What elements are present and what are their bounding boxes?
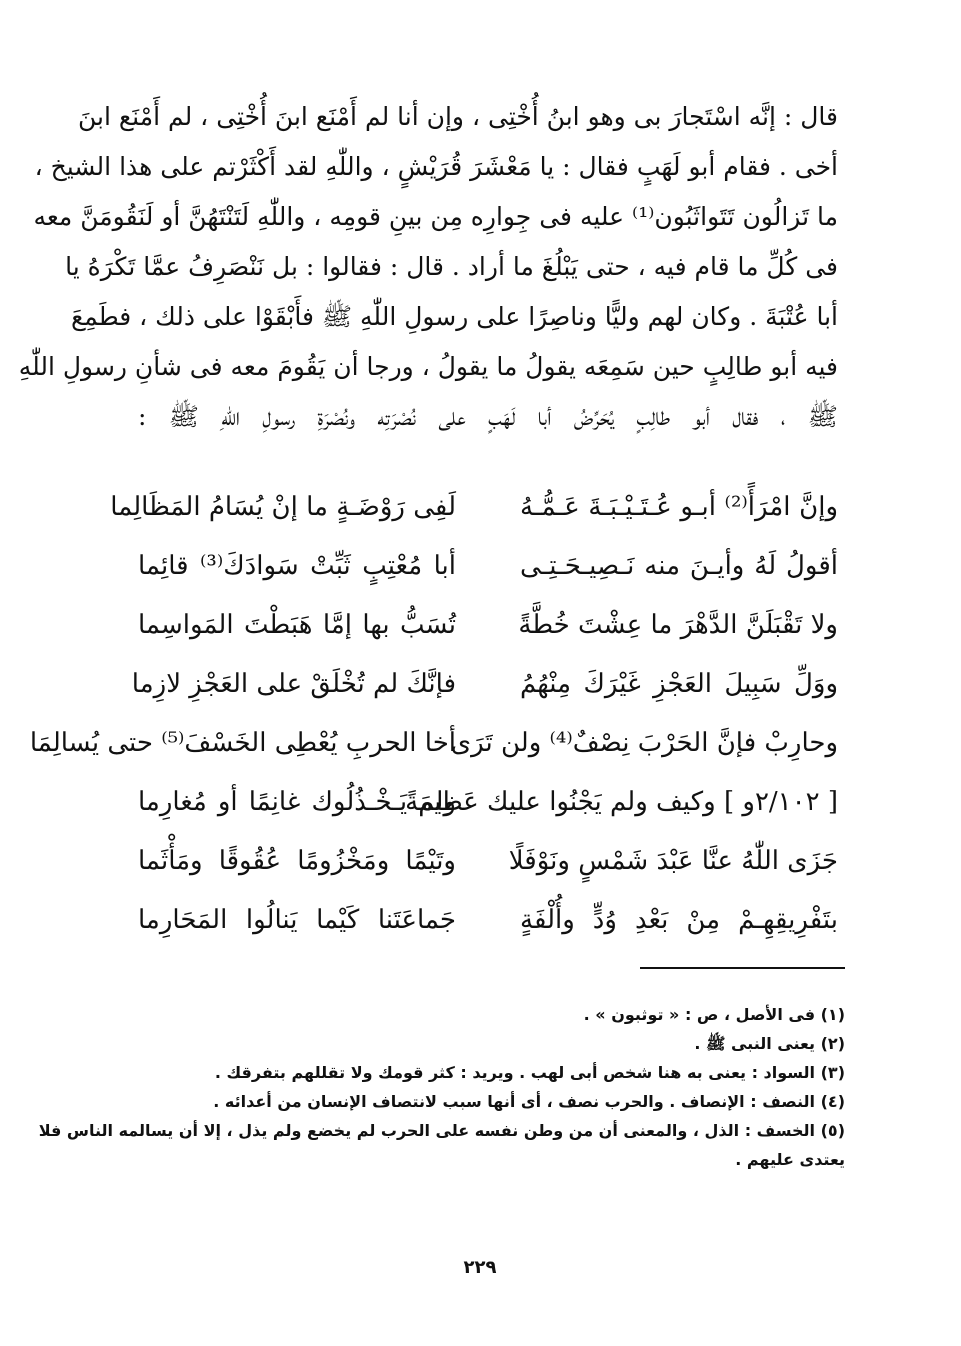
poem-verse	[138, 596, 838, 655]
poem	[29, 478, 838, 950]
verse-second-hemistich: فإنَّكَ لم تُخْلَقْ على العَجْزِ لازِما	[131, 669, 456, 699]
prose-line: أبا عُتْبَةَ . وكان لهم وليًّا وناصِرًا على رسولِ اللّٰهِ ﷺ فأَبْقَوْا على ذلك ، فطَمِعَ	[70, 302, 838, 331]
prose-line: ما تَزالُون تَتَواثَبُون⁽¹⁾ عليه فى جِوارِه مِن بينِ قومِه ، واللّٰهِ لَتَنْتَهُنَّ أو لَنَقُومَنَّ معه	[33, 202, 838, 231]
verse-first-hemistich: ولا تَقْبَلَنَّ الدَّهْرَ ما عِشْتَ خُطَّةً	[518, 610, 838, 640]
verse-first-hemistich: [ ٢/١٠٢و ] وكيف ولم يَجْنُوا عليك عَظِيمَةً	[405, 787, 838, 817]
footnote: (١) فى الأصل ، ص : « توثبون » .	[583, 1005, 845, 1024]
verse-second-hemistich: أخا الحربِ يُعْطِى الخَسْفَ⁽⁵⁾ حتى يُسالِمَا	[29, 728, 456, 758]
prose-line: أخى . فقام أبو لَهَبٍ فقال : يا مَعْشَرَ قُرَيْشٍ ، واللّٰهِ لقد أَكْثَرْتم على هذا الشيخ ،	[34, 152, 838, 181]
poem-verse	[131, 655, 838, 714]
footnote: (٣) السواد : يعنى به هنا شخص أبى لهب . ويريد : كثر قومك ولا تقللهم بتفرقك .	[214, 1063, 845, 1082]
verse-first-hemistich: بتَفْرِيقِهِـمْ مِنْ بَعْدِ وُدٍّ وأُلْفَةٍ	[520, 905, 838, 935]
prose-line: قال : إنَّه اسْتَجارَ بى وهو ابنُ أُخْتِى ، وإن أنا لم أَمْنَع ابنَ أُخْتِى ، لم أَمْنَع ابنَ	[77, 102, 838, 131]
poem-verse	[110, 478, 838, 537]
poem-verse	[138, 537, 838, 596]
poem-verse	[138, 891, 838, 950]
verse-second-hemistich: أبا مُعْتِبٍ ثَبِّتْ سَوادَكَ⁽³⁾ قائِما	[138, 551, 456, 581]
footnotes	[38, 1000, 845, 1174]
verse-first-hemistich: جَزَى اللّٰهُ عنَّا عَبْدَ شَمْسٍ ونَوْفَلًا	[508, 846, 838, 876]
page-number: ٢٢٩	[463, 1257, 497, 1278]
poem-verse	[138, 832, 838, 891]
poem-verse	[29, 714, 838, 773]
verse-second-hemistich: تُسَبُّ بها إمَّا هَبَطْتَ المَواسِما	[138, 610, 456, 640]
verse-first-hemistich: وحارِبْ فإنَّ الحَرْبَ نِصْفٌ⁽⁴⁾ ولن تَرَى	[450, 728, 838, 758]
verse-second-hemistich: لَفِى رَوْضَـةٍ ما إنْ يُسَامُ المَظَالِما	[110, 492, 456, 522]
footnote: (٥) الخسف : الذل ، والمعنى أن من وطن نفسه على الحرب لم يخضع ولم يذل ، إلا أن يسالمه الناس فلا	[38, 1121, 845, 1140]
verse-second-hemistich: وتَيْمًا ومَخْزُومًا عُقُوقًا ومَأْثَما	[138, 846, 456, 876]
prose-line: ﷺ ، فقال أبو طالِبٍ يُحَرِّضُ أبا لَهَبٍ على نُصْرَتِه ونُصْرَةِ رسولِ اللّٰهِ ﷺ :	[138, 402, 838, 431]
footnote: (٤) النصف : الإنصاف . والحرب نصف ، أى أنها سبب لانتصاف الإنسان من أعدائه .	[213, 1092, 845, 1111]
verse-first-hemistich: ووَلِّ سَبِيلَ العَجْزِ غَيْرَكَ مِنْهُمُ	[520, 669, 838, 699]
footnote: (٢) يعنى النبى ﷺ .	[694, 1034, 845, 1053]
prose-line: فيه أبو طالِبٍ حين سَمِعَه يقولُ ما يقولُ ، ورجا أن يَقُومَ معه فى شأنِ رسولِ اللّٰهِ	[18, 352, 838, 381]
verse-first-hemistich: وإنَّ امْرَأً⁽²⁾ أبـو عُـتَـيْـبَـةَ عَـمُّـهُ	[520, 492, 838, 522]
verse-first-hemistich: أقولُ لَهُ وأيـنَ منه نَـصِيـحَـتِـى	[520, 551, 838, 581]
verse-second-hemistich: ولم يَـخْـذُلُوك غانِمًا أو مُغارِما	[138, 787, 456, 817]
poem-verse	[138, 773, 838, 832]
prose-line: فى كُلِّ ما قام فيه ، حتى يَبْلُغَ ما أراد . قال : فقالوا : بل نَنْصَرِفُ عمَّا تَكْرَهُ يا	[65, 252, 838, 281]
verse-second-hemistich: جَماعَتَنا كَيْما يَنالُوا المَحَارِما	[138, 905, 456, 935]
prose-paragraph	[18, 92, 838, 442]
footnote-separator	[640, 967, 845, 969]
footnote-continuation: يعتدى عليهم .	[735, 1150, 845, 1169]
